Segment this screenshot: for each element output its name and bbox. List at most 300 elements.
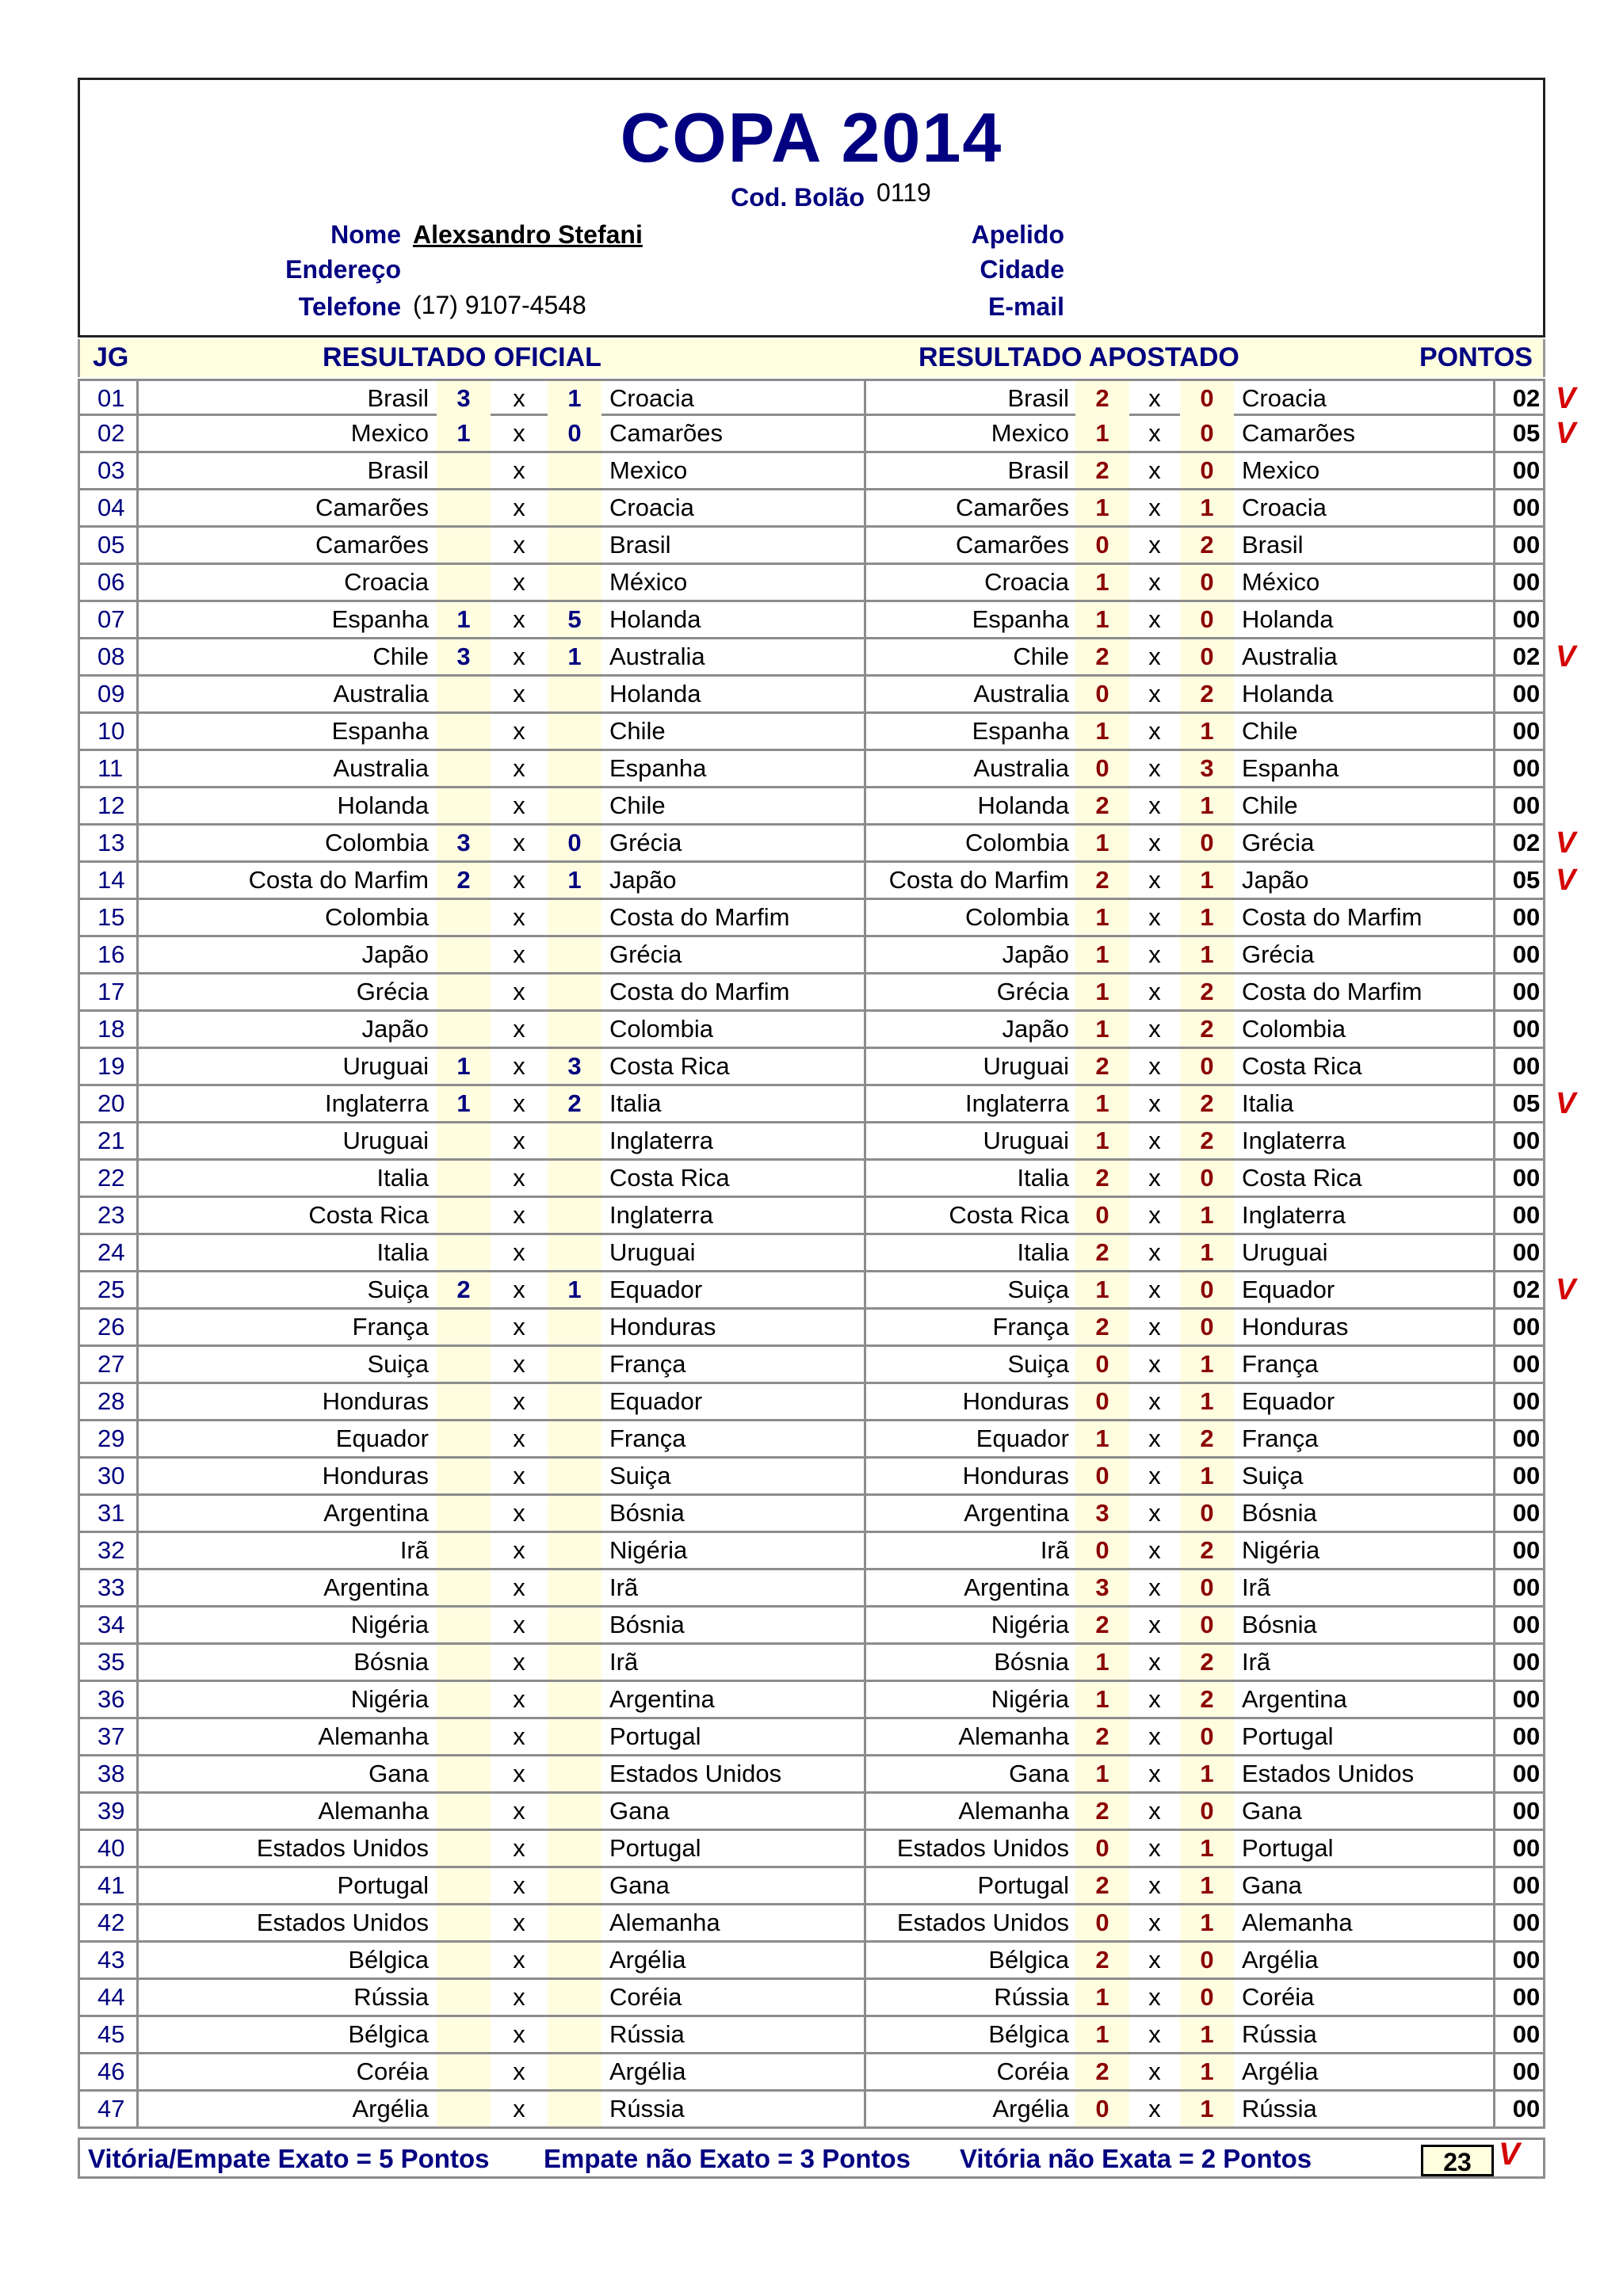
- bet-home-score[interactable]: 2: [1075, 1310, 1129, 1344]
- official-away-team: Chile: [601, 788, 866, 823]
- bet-away-score[interactable]: 0: [1180, 639, 1234, 674]
- official-away-score[interactable]: [548, 528, 601, 563]
- hit-mark: [1556, 1868, 1603, 1903]
- bet-home-score[interactable]: 0: [1075, 1198, 1129, 1233]
- telefone-value[interactable]: (17) 9107-4548: [413, 291, 586, 319]
- bet-home-score[interactable]: 1: [1075, 1123, 1129, 1158]
- official-home-team: Brasil: [367, 384, 429, 412]
- cod-label: Cod. Bolão: [731, 183, 865, 212]
- points: 00: [1512, 456, 1541, 484]
- bet-separator: x: [1148, 1983, 1161, 2011]
- game-number: 44: [80, 1980, 139, 2015]
- official-away-score[interactable]: [548, 1682, 601, 1717]
- bet-away-score[interactable]: 1: [1180, 1905, 1234, 1940]
- hit-mark: V: [1556, 382, 1576, 415]
- points: 02: [1512, 384, 1541, 412]
- official-away-score[interactable]: 0: [548, 826, 601, 860]
- official-home-score[interactable]: [437, 1533, 491, 1568]
- official-home-team: Chile: [372, 643, 429, 670]
- bet-away-team: Honduras: [1234, 1310, 1495, 1344]
- bet-away-score[interactable]: 1: [1180, 490, 1234, 525]
- bet-home-score[interactable]: 1: [1075, 2017, 1129, 2052]
- official-separator: x: [513, 1685, 525, 1713]
- bet-separator: x: [1148, 1462, 1161, 1489]
- bet-home-team: Japão: [1002, 940, 1069, 968]
- bet-away-team: Gana: [1234, 1794, 1495, 1829]
- bet-home-score[interactable]: 1: [1075, 900, 1129, 935]
- bet-separator: x: [1148, 1201, 1161, 1229]
- bet-away-score[interactable]: 1: [1180, 1459, 1234, 1493]
- official-away-score[interactable]: [548, 714, 601, 749]
- official-separator: x: [513, 2095, 525, 2122]
- bet-away-score[interactable]: 2: [1180, 1533, 1234, 1568]
- bet-home-score[interactable]: 1: [1075, 565, 1129, 600]
- bet-home-team: Camarões: [956, 531, 1069, 559]
- bet-separator: x: [1148, 1089, 1161, 1117]
- bet-home-score[interactable]: 1: [1075, 1272, 1129, 1307]
- official-away-score[interactable]: [548, 937, 601, 972]
- hit-mark: [1556, 565, 1603, 600]
- official-away-score[interactable]: [548, 1496, 601, 1531]
- official-home-score[interactable]: [437, 937, 491, 972]
- official-home-team: Honduras: [322, 1387, 429, 1415]
- bet-away-team: Grécia: [1234, 826, 1495, 860]
- bet-away-score[interactable]: 0: [1180, 565, 1234, 600]
- official-away-score[interactable]: 1: [548, 639, 601, 674]
- official-home-score[interactable]: [437, 1459, 491, 1493]
- official-away-score[interactable]: [548, 1570, 601, 1605]
- points: 00: [1512, 1611, 1541, 1638]
- official-home-team: Uruguai: [342, 1127, 429, 1154]
- official-away-score[interactable]: [548, 453, 601, 488]
- bet-home-score[interactable]: 1: [1075, 602, 1129, 637]
- game-number: 22: [80, 1161, 139, 1196]
- official-away-score[interactable]: 1: [548, 1272, 601, 1307]
- game-number: 37: [80, 1719, 139, 1754]
- official-away-score[interactable]: [548, 1161, 601, 1196]
- bet-home-score[interactable]: 2: [1075, 1049, 1129, 1084]
- official-home-score[interactable]: [437, 1384, 491, 1419]
- points: 00: [1512, 1238, 1541, 1266]
- bet-home-score[interactable]: 0: [1075, 1831, 1129, 1866]
- official-home-score[interactable]: [437, 788, 491, 823]
- bet-home-score[interactable]: 2: [1075, 1235, 1129, 1270]
- bet-home-team: Nigéria: [991, 1685, 1069, 1713]
- bet-away-team: Holanda: [1234, 602, 1495, 637]
- bet-away-score[interactable]: 1: [1180, 1198, 1234, 1233]
- bet-away-score[interactable]: 2: [1180, 974, 1234, 1009]
- official-away-score[interactable]: 5: [548, 602, 601, 637]
- bet-away-team: Argentina: [1234, 1682, 1495, 1717]
- rule-draw: Empate não Exato = 3 Pontos: [544, 2144, 911, 2173]
- official-home-score[interactable]: [437, 490, 491, 525]
- official-home-score[interactable]: [437, 1161, 491, 1196]
- bet-away-score[interactable]: 2: [1180, 1086, 1234, 1121]
- bet-away-score[interactable]: 0: [1180, 1608, 1234, 1642]
- hit-mark: [1556, 1756, 1603, 1791]
- bet-away-score[interactable]: 1: [1180, 2054, 1234, 2089]
- official-separator: x: [513, 456, 525, 484]
- bet-separator: x: [1148, 1499, 1161, 1527]
- bet-away-team: Rússia: [1234, 2017, 1495, 2052]
- bet-home-team: Suiça: [1007, 1276, 1069, 1303]
- official-away-score[interactable]: [548, 1794, 601, 1829]
- bet-home-team: Grécia: [996, 978, 1069, 1005]
- game-number: 02: [80, 416, 139, 451]
- bet-home-score[interactable]: 0: [1075, 1533, 1129, 1568]
- game-number: 10: [80, 714, 139, 749]
- table-row: [78, 602, 1545, 639]
- bet-home-score[interactable]: 2: [1075, 1719, 1129, 1754]
- points: 00: [1512, 568, 1541, 596]
- bet-away-score[interactable]: 1: [1180, 937, 1234, 972]
- bet-home-score[interactable]: 0: [1075, 677, 1129, 711]
- points: 00: [1512, 1722, 1541, 1750]
- official-away-score[interactable]: [548, 565, 601, 600]
- game-number: 27: [80, 1347, 139, 1382]
- bet-away-score[interactable]: 2: [1180, 528, 1234, 563]
- official-home-score[interactable]: [437, 714, 491, 749]
- official-away-score[interactable]: [548, 1235, 601, 1270]
- official-home-score[interactable]: 1: [437, 602, 491, 637]
- bet-away-score[interactable]: 2: [1180, 1123, 1234, 1158]
- bet-home-score[interactable]: 0: [1075, 2092, 1129, 2126]
- official-home-score[interactable]: [437, 1012, 491, 1047]
- official-away-score[interactable]: [548, 1459, 601, 1493]
- bet-away-score[interactable]: 0: [1180, 1719, 1234, 1754]
- official-home-score[interactable]: [437, 1756, 491, 1791]
- table-row: [78, 714, 1545, 751]
- official-home-score[interactable]: [437, 1347, 491, 1382]
- bet-home-score[interactable]: 1: [1075, 1421, 1129, 1456]
- official-home-score[interactable]: [437, 974, 491, 1009]
- bet-home-score[interactable]: 1: [1075, 490, 1129, 525]
- official-home-team: Costa Rica: [308, 1201, 429, 1229]
- bet-away-score[interactable]: 2: [1180, 1421, 1234, 1456]
- bet-away-team: Equador: [1234, 1384, 1495, 1419]
- bet-away-score[interactable]: 1: [1180, 1347, 1234, 1382]
- bet-separator: x: [1148, 1573, 1161, 1601]
- bet-home-score[interactable]: 0: [1075, 1459, 1129, 1493]
- official-home-score[interactable]: [437, 1645, 491, 1680]
- bet-separator: x: [1148, 419, 1161, 447]
- official-home-score[interactable]: [437, 1421, 491, 1456]
- bet-away-score[interactable]: 1: [1180, 1756, 1234, 1791]
- bet-away-score[interactable]: 0: [1180, 1310, 1234, 1344]
- official-home-team: Bósnia: [353, 1648, 429, 1676]
- bet-home-score[interactable]: 2: [1075, 639, 1129, 674]
- official-home-score[interactable]: [437, 1235, 491, 1270]
- official-home-score[interactable]: [437, 1794, 491, 1829]
- table-row: [78, 1049, 1545, 1086]
- bet-home-score[interactable]: 0: [1075, 1905, 1129, 1940]
- bet-away-score[interactable]: 0: [1180, 602, 1234, 637]
- bet-away-score[interactable]: 0: [1180, 1943, 1234, 1978]
- official-home-score[interactable]: [437, 565, 491, 600]
- official-away-score[interactable]: [548, 974, 601, 1009]
- bet-away-score[interactable]: 2: [1180, 677, 1234, 711]
- official-away-score[interactable]: [548, 900, 601, 935]
- bet-away-score[interactable]: 0: [1180, 1272, 1234, 1307]
- table-row: [78, 1384, 1545, 1421]
- hit-mark: [1556, 1980, 1603, 2015]
- bet-away-score[interactable]: 0: [1180, 1049, 1234, 1084]
- official-away-score[interactable]: [548, 1868, 601, 1903]
- bet-separator: x: [1148, 1387, 1161, 1415]
- official-home-score[interactable]: [437, 1570, 491, 1605]
- bet-home-score[interactable]: 0: [1075, 751, 1129, 786]
- official-away-score[interactable]: [548, 1905, 601, 1940]
- official-away-score[interactable]: [548, 2054, 601, 2089]
- official-home-score[interactable]: [437, 528, 491, 563]
- bet-home-score[interactable]: 1: [1075, 1980, 1129, 2015]
- bet-away-score[interactable]: 0: [1180, 1794, 1234, 1829]
- official-home-score[interactable]: [437, 677, 491, 711]
- official-away-score[interactable]: [548, 1756, 601, 1791]
- bet-home-score[interactable]: 2: [1075, 381, 1129, 416]
- bet-home-score[interactable]: 2: [1075, 1608, 1129, 1642]
- official-home-score[interactable]: [437, 453, 491, 488]
- bet-home-score[interactable]: 0: [1075, 1384, 1129, 1419]
- bet-away-team: Estados Unidos: [1234, 1756, 1495, 1791]
- official-away-score[interactable]: [548, 1943, 601, 1978]
- points: 00: [1512, 1462, 1541, 1489]
- bet-home-score[interactable]: 1: [1075, 714, 1129, 749]
- bet-home-score[interactable]: 1: [1075, 1682, 1129, 1717]
- bet-separator: x: [1148, 791, 1161, 819]
- bet-away-team: Croacia: [1234, 381, 1495, 416]
- game-number: 32: [80, 1533, 139, 1568]
- official-separator: x: [513, 1760, 525, 1787]
- official-away-score[interactable]: 1: [548, 863, 601, 898]
- bet-away-score[interactable]: 1: [1180, 1868, 1234, 1903]
- bet-home-score[interactable]: 1: [1075, 1012, 1129, 1047]
- official-away-score[interactable]: [548, 2017, 601, 2052]
- official-separator: x: [513, 568, 525, 596]
- bet-home-score[interactable]: 0: [1075, 1347, 1129, 1382]
- official-away-score[interactable]: 0: [548, 416, 601, 451]
- official-home-score[interactable]: [437, 1868, 491, 1903]
- hit-mark: V: [1556, 1087, 1576, 1120]
- bet-home-score[interactable]: 1: [1075, 1645, 1129, 1680]
- points: 00: [1512, 2058, 1541, 2085]
- official-away-score[interactable]: [548, 1719, 601, 1754]
- bet-away-score[interactable]: 1: [1180, 900, 1234, 935]
- bet-home-score[interactable]: 1: [1075, 826, 1129, 860]
- official-home-score[interactable]: 1: [437, 1049, 491, 1084]
- official-home-score[interactable]: 3: [437, 639, 491, 674]
- nome-value[interactable]: Alexsandro Stefani: [413, 220, 643, 249]
- table-row: [78, 490, 1545, 528]
- official-home-team: Irã: [399, 1536, 429, 1564]
- table-row: [78, 1794, 1545, 1831]
- official-away-score[interactable]: [548, 1198, 601, 1233]
- official-away-score[interactable]: [548, 1980, 601, 2015]
- bet-away-score[interactable]: 0: [1180, 826, 1234, 860]
- points: 00: [1512, 1760, 1541, 1787]
- official-home-score[interactable]: 1: [437, 416, 491, 451]
- official-home-team: Suiça: [367, 1276, 429, 1303]
- bet-home-score[interactable]: 2: [1075, 863, 1129, 898]
- bet-home-team: Irã: [1040, 1536, 1069, 1564]
- bet-separator: x: [1148, 717, 1161, 745]
- bet-away-score[interactable]: 1: [1180, 788, 1234, 823]
- bet-away-score[interactable]: 1: [1180, 1831, 1234, 1866]
- points: 00: [1512, 680, 1541, 707]
- official-home-team: Argentina: [323, 1573, 429, 1601]
- official-away-score[interactable]: [548, 677, 601, 711]
- bet-away-score[interactable]: 3: [1180, 751, 1234, 786]
- official-home-score[interactable]: [437, 1719, 491, 1754]
- nome-label: Nome: [330, 220, 401, 249]
- official-away-team: Equador: [601, 1272, 866, 1307]
- official-away-score[interactable]: [548, 490, 601, 525]
- official-away-score[interactable]: [548, 1123, 601, 1158]
- official-separator: x: [513, 717, 525, 745]
- hit-mark: [1556, 714, 1603, 749]
- table-row: [78, 379, 1576, 416]
- official-away-score[interactable]: [548, 1645, 601, 1680]
- official-home-score[interactable]: 2: [437, 1272, 491, 1307]
- bet-home-score[interactable]: 2: [1075, 1868, 1129, 1903]
- bet-away-score[interactable]: 1: [1180, 714, 1234, 749]
- official-home-score[interactable]: [437, 1905, 491, 1940]
- bet-away-team: Japão: [1234, 863, 1495, 898]
- bet-home-score[interactable]: 1: [1075, 937, 1129, 972]
- bet-home-score[interactable]: 2: [1075, 2054, 1129, 2089]
- bet-away-score[interactable]: 0: [1180, 381, 1234, 416]
- official-home-team: Costa do Marfim: [248, 866, 429, 894]
- official-home-score[interactable]: [437, 1608, 491, 1642]
- bet-home-score[interactable]: 2: [1075, 1943, 1129, 1978]
- bet-home-score[interactable]: 1: [1075, 1756, 1129, 1791]
- official-away-score[interactable]: [548, 788, 601, 823]
- official-away-score[interactable]: [548, 1012, 601, 1047]
- bet-home-score[interactable]: 3: [1075, 1570, 1129, 1605]
- official-home-team: Alemanha: [318, 1722, 429, 1750]
- bet-away-score[interactable]: 0: [1180, 1570, 1234, 1605]
- official-away-score[interactable]: 1: [548, 381, 601, 416]
- official-home-score[interactable]: [437, 900, 491, 935]
- bet-away-score[interactable]: 0: [1180, 416, 1234, 451]
- official-separator: x: [513, 1871, 525, 1899]
- official-home-score[interactable]: [437, 1198, 491, 1233]
- official-away-score[interactable]: [548, 1533, 601, 1568]
- official-home-score[interactable]: 2: [437, 863, 491, 898]
- bet-home-score[interactable]: 2: [1075, 1161, 1129, 1196]
- hit-mark: [1556, 900, 1603, 935]
- bet-away-score[interactable]: 1: [1180, 1235, 1234, 1270]
- official-separator: x: [513, 1797, 525, 1825]
- bet-home-score[interactable]: 1: [1075, 974, 1129, 1009]
- official-home-score[interactable]: [437, 1496, 491, 1531]
- points: 00: [1512, 494, 1541, 521]
- official-away-score[interactable]: [548, 1384, 601, 1419]
- bet-away-score[interactable]: 2: [1180, 1682, 1234, 1717]
- points: 05: [1512, 866, 1541, 894]
- hit-mark: V: [1556, 417, 1576, 450]
- official-away-score[interactable]: [548, 1310, 601, 1344]
- game-number: 46: [80, 2054, 139, 2089]
- official-away-score[interactable]: [548, 1421, 601, 1456]
- bet-home-score[interactable]: 0: [1075, 528, 1129, 563]
- hit-mark: [1556, 1943, 1603, 1978]
- official-home-score[interactable]: [437, 1831, 491, 1866]
- official-home-team: Australia: [333, 680, 429, 707]
- official-home-score[interactable]: 3: [437, 826, 491, 860]
- bet-home-score[interactable]: 2: [1075, 453, 1129, 488]
- official-home-team: Mexico: [350, 419, 429, 447]
- official-away-score[interactable]: [548, 2092, 601, 2126]
- official-home-score[interactable]: [437, 1310, 491, 1344]
- official-home-team: Japão: [361, 940, 429, 968]
- points: 00: [1512, 1685, 1541, 1713]
- bet-home-team: Alemanha: [958, 1722, 1069, 1750]
- official-home-team: Estados Unidos: [256, 1834, 429, 1862]
- bet-home-team: Alemanha: [958, 1797, 1069, 1825]
- official-separator: x: [513, 1052, 525, 1080]
- bet-away-score[interactable]: 1: [1180, 2017, 1234, 2052]
- official-away-score[interactable]: [548, 1831, 601, 1866]
- official-home-team: Italia: [376, 1238, 429, 1266]
- table-row: [78, 1608, 1545, 1645]
- bet-home-score[interactable]: 1: [1075, 416, 1129, 451]
- official-away-team: Irã: [601, 1570, 866, 1605]
- official-home-score[interactable]: [437, 2017, 491, 2052]
- official-home-score[interactable]: [437, 751, 491, 786]
- official-home-score[interactable]: [437, 2054, 491, 2089]
- official-home-score[interactable]: 3: [437, 381, 491, 416]
- official-away-team: Rússia: [601, 2017, 866, 2052]
- official-home-score[interactable]: [437, 1123, 491, 1158]
- table-row: [78, 1496, 1545, 1533]
- bet-away-score[interactable]: 0: [1180, 1496, 1234, 1531]
- bet-away-score[interactable]: 2: [1180, 1645, 1234, 1680]
- official-away-score[interactable]: 2: [548, 1086, 601, 1121]
- bet-away-score[interactable]: 0: [1180, 1161, 1234, 1196]
- bet-away-score[interactable]: 1: [1180, 1384, 1234, 1419]
- bet-home-score[interactable]: 3: [1075, 1496, 1129, 1531]
- bet-home-score[interactable]: 1: [1075, 1086, 1129, 1121]
- bet-away-score[interactable]: 0: [1180, 1980, 1234, 2015]
- official-away-score[interactable]: [548, 1608, 601, 1642]
- game-number: 11: [80, 751, 139, 786]
- official-away-score[interactable]: 3: [548, 1049, 601, 1084]
- bet-away-score[interactable]: 0: [1180, 453, 1234, 488]
- official-home-score[interactable]: [437, 1682, 491, 1717]
- points: 00: [1512, 2020, 1541, 2048]
- bet-separator: x: [1148, 1760, 1161, 1787]
- official-home-score[interactable]: [437, 1980, 491, 2015]
- table-row: [78, 937, 1545, 974]
- bet-home-team: Estados Unidos: [896, 1909, 1069, 1936]
- bet-separator: x: [1148, 866, 1161, 894]
- bet-away-score[interactable]: 1: [1180, 863, 1234, 898]
- bet-home-score[interactable]: 2: [1075, 788, 1129, 823]
- official-home-score[interactable]: [437, 1943, 491, 1978]
- bet-home-team: Australia: [973, 754, 1069, 782]
- bet-away-score[interactable]: 2: [1180, 1012, 1234, 1047]
- bet-away-score[interactable]: 1: [1180, 2092, 1234, 2126]
- official-separator: x: [513, 1164, 525, 1192]
- bet-home-score[interactable]: 2: [1075, 1794, 1129, 1829]
- official-home-score[interactable]: [437, 2092, 491, 2126]
- game-number: 43: [80, 1943, 139, 1978]
- official-away-score[interactable]: [548, 1347, 601, 1382]
- official-away-score[interactable]: [548, 751, 601, 786]
- official-home-score[interactable]: 1: [437, 1086, 491, 1121]
- official-away-team: Irã: [601, 1645, 866, 1680]
